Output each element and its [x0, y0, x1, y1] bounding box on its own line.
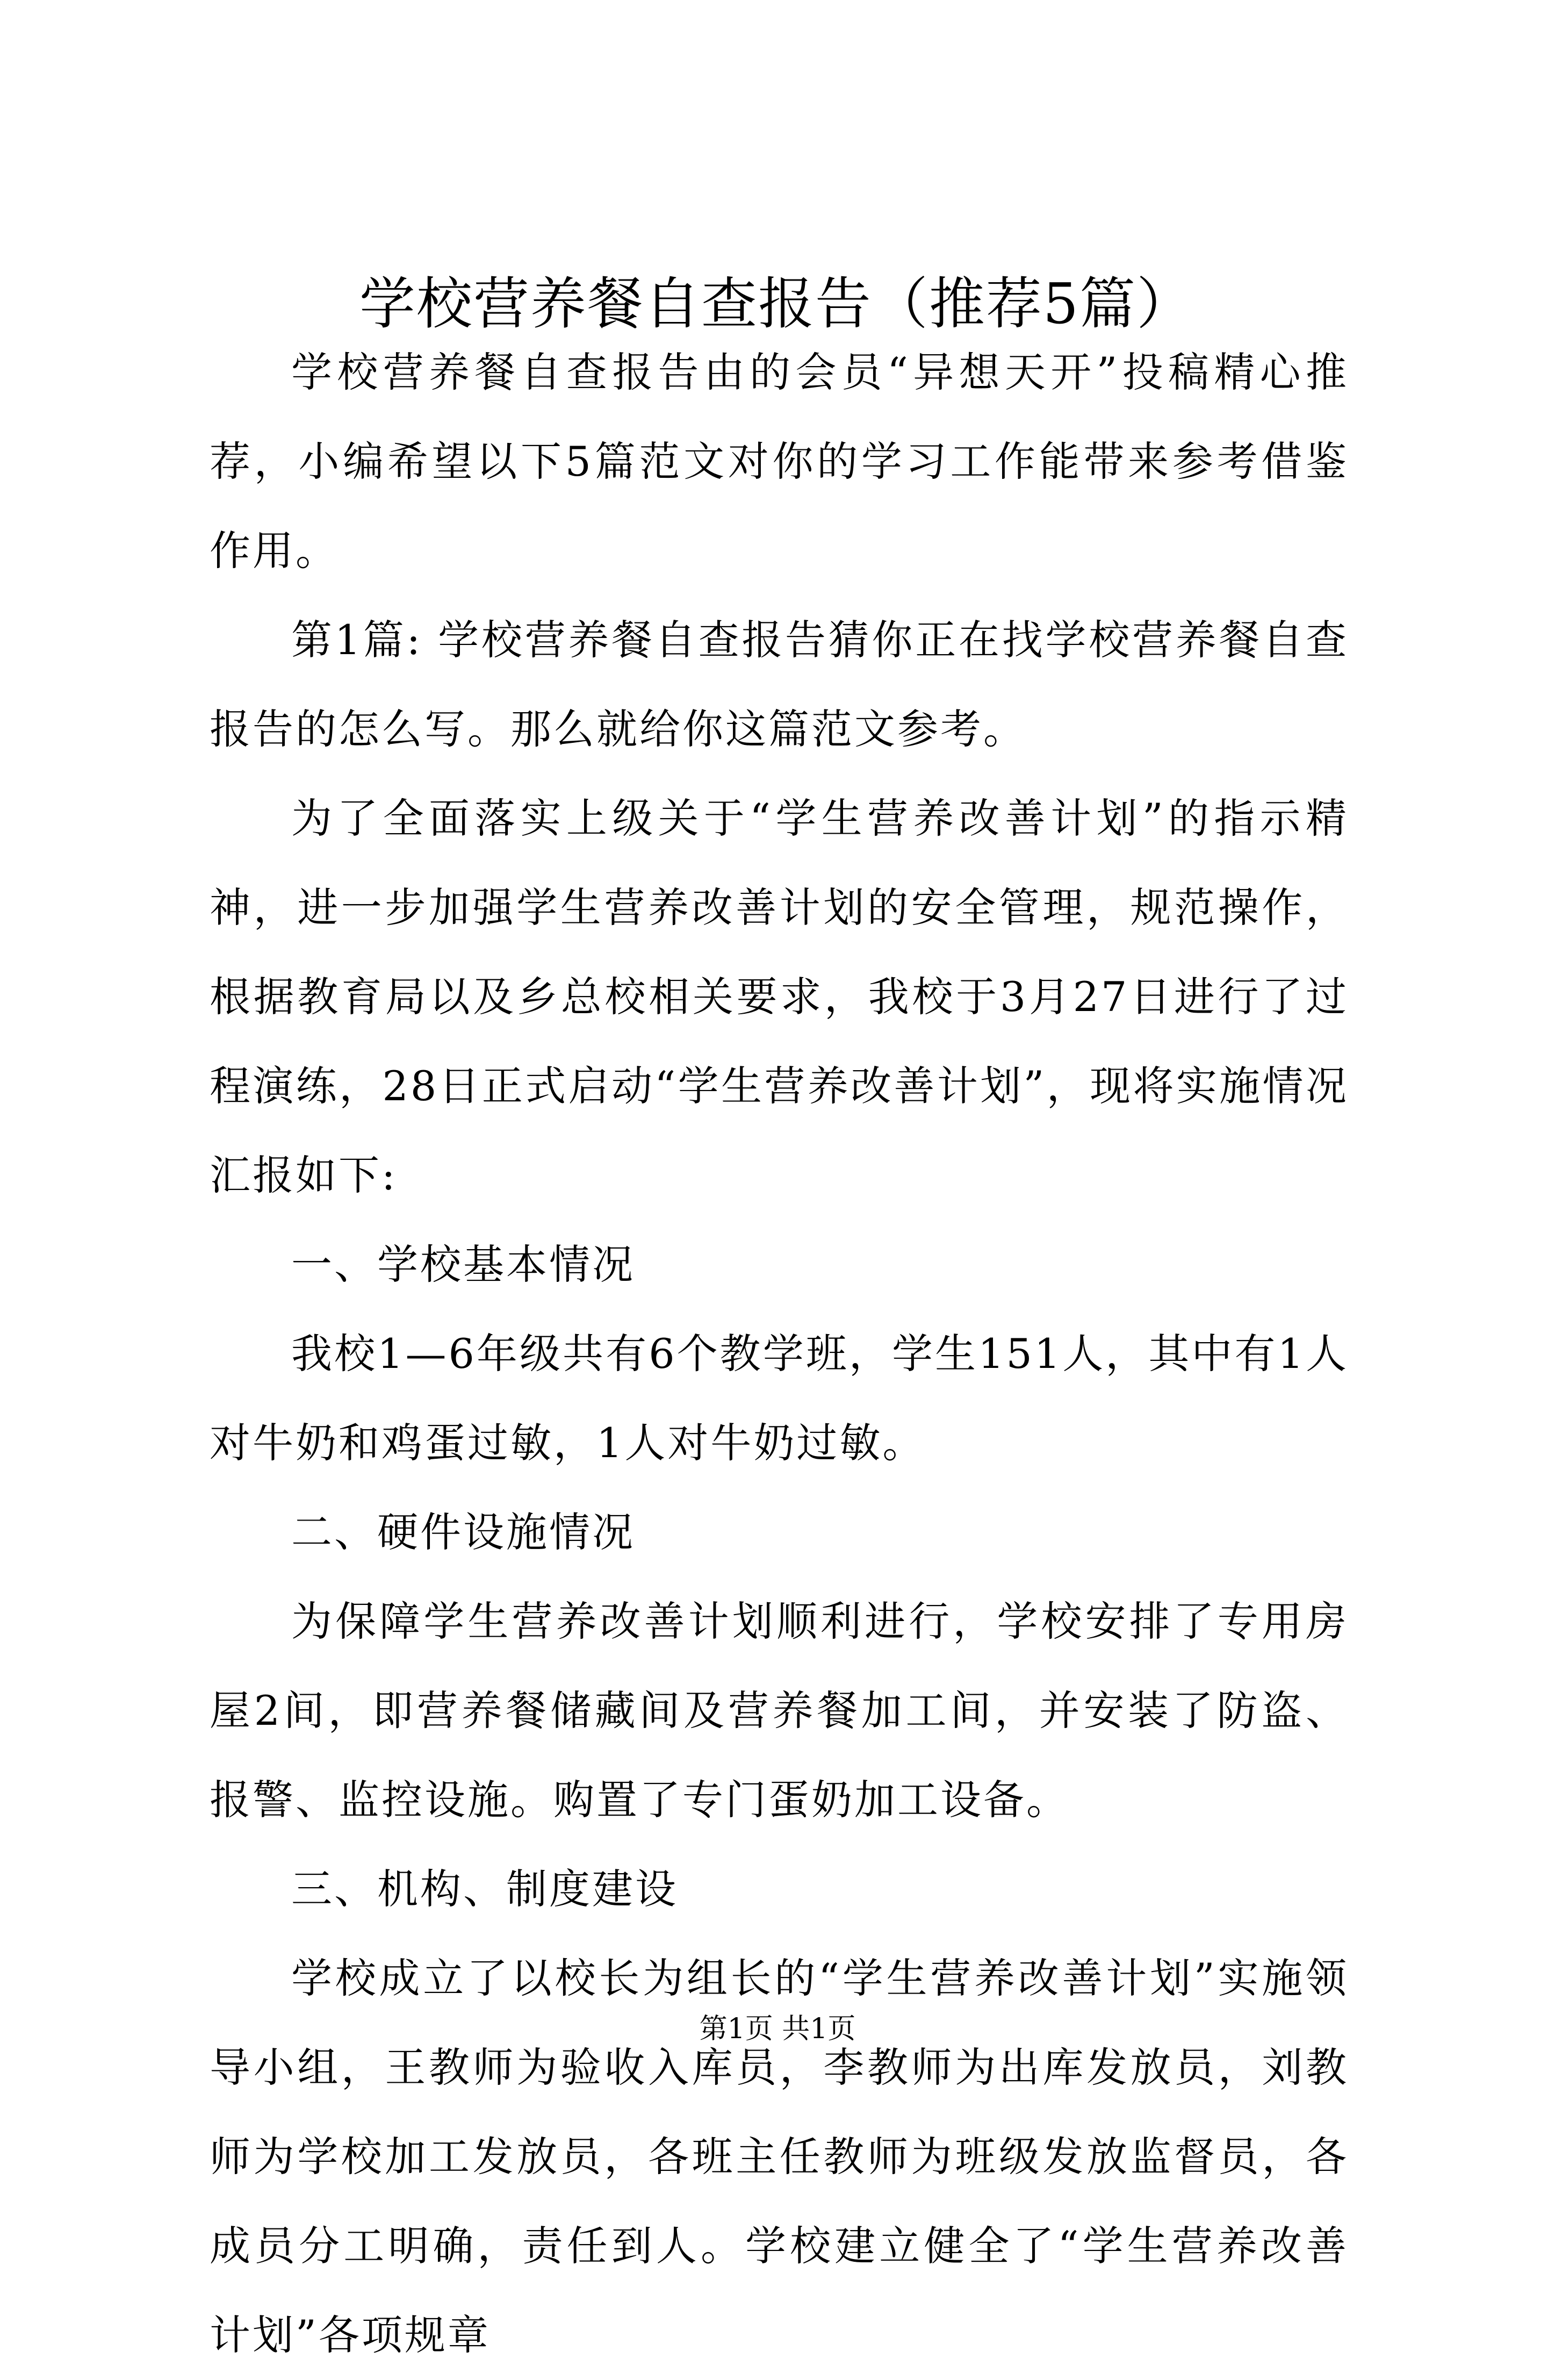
paragraph-intro: 学校营养餐自查报告由的会员“异想天开”投稿精心推荐，小编希望以下5篇范文对你的学习工作能带来参考借鉴作用。 [210, 348, 1349, 575]
page-footer: 第1页 共1页 [699, 2013, 856, 2045]
section-heading-facilities: 二、硬件设施情况 [291, 1508, 635, 1556]
paragraph-organization: 学校成立了以校长为组长的“学生营养改善计划”实施领导小组，王教师为验收入库员，李教师为出库发放员，刘教师为学校加工发放员，各班主任教师为班级发放监督员，各成员分工明确，责任到人。学校建立健全了“学生营养改善计划”各项规章 [210, 1954, 1349, 2359]
paragraph-article-1: 第1篇: 学校营养餐自查报告猜你正在找学校营养餐自查报告的怎么写。那么就给你这篇范文参考。 [210, 616, 1349, 753]
document-title: 学校营养餐自查报告（推荐5篇） [359, 271, 1194, 336]
document-body [210, 328, 1349, 2380]
section-heading-basic-info: 一、学校基本情况 [291, 1241, 635, 1288]
paragraph-facilities: 为保障学生营养改善计划顺利进行，学校安排了专用房屋2间，即营养餐储藏间及营养餐加工间，并安装了防盗、报警、监控设施。购置了专门蛋奶加工设备。 [210, 1597, 1349, 1824]
paragraph-purpose: 为了全面落实上级关于“学生营养改善计划”的指示精神，进一步加强学生营养改善计划的安全管理，规范操作，根据教育局以及乡总校相关要求，我校于3月27日进行了过程演练，28日正式启动“学生营养改善计划”，现将实施情况汇报如下: [210, 794, 1349, 1199]
paragraph-basic-info: 我校1—6年级共有6个教学班，学生151人，其中有1人对牛奶和鸡蛋过敏，1人对牛奶过敏。 [210, 1330, 1349, 1467]
section-heading-organization: 三、机构、制度建设 [291, 1865, 678, 1913]
